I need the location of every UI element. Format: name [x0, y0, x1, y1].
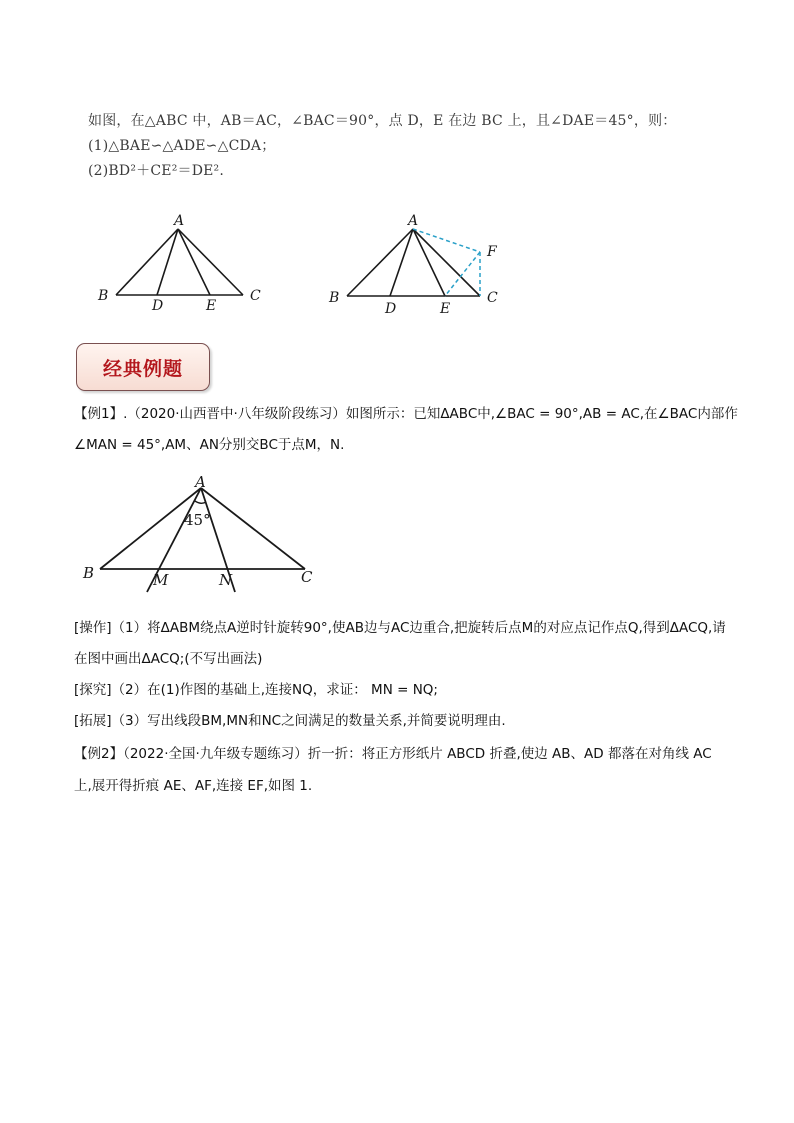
dashed-fe	[445, 252, 480, 296]
angle-label: 45°	[184, 511, 211, 529]
example1-line-1: 【例1】.（2020·山西晋中·八年级阶段练习）如图所示：已知ΔABC中,∠BAC = 90°,AB = AC,在∠BAC内部作	[74, 406, 738, 422]
intro-line-2: (1)△BAE∽△ADE∽△CDA；	[88, 138, 276, 154]
figure-2	[325, 208, 515, 320]
example1-operation-line-1: [操作]（1）将ΔABM绕点A逆时针旋转90°,使AB边与AC边重合,把旋转后点M的对应点记作点Q,得到ΔACQ,请	[74, 620, 726, 636]
figure-2-svg	[325, 208, 515, 320]
label-c: C	[301, 568, 313, 586]
label-n: N	[219, 571, 233, 589]
example1-figure-svg	[80, 472, 320, 594]
segment-ae	[178, 229, 210, 295]
label-b: B	[329, 290, 340, 306]
label-d: D	[385, 301, 397, 317]
section-title-box	[76, 343, 210, 391]
example1-extend: [拓展]（3）写出线段BM,MN和NC之间满足的数量关系,并简要说明理由.	[74, 713, 506, 729]
example1-line-2: ∠MAN = 45°,AM、AN分别交BC于点M，N.	[74, 437, 345, 453]
label-b: B	[98, 288, 109, 304]
example1-operation-line-2: 在图中画出ΔACQ;(不写出画法)	[74, 651, 263, 667]
segment-ab	[116, 229, 178, 295]
segment-ac	[178, 229, 243, 295]
label-a: A	[174, 213, 185, 229]
intro-line-1: 如图，在△ABC 中，AB＝AC，∠BAC＝90°，点 D，E 在边 BC 上，且∠DAE＝45°，则：	[88, 113, 677, 129]
figure-1-svg	[90, 205, 270, 315]
label-a: A	[195, 473, 206, 491]
segment-ac	[201, 488, 305, 569]
segment-ab	[347, 229, 413, 296]
label-f: F	[487, 244, 497, 260]
example1-figure	[80, 472, 320, 594]
example2-line-2: 上,展开得折痕 AE、AF,连接 EF,如图 1.	[74, 778, 313, 794]
label-c: C	[250, 288, 261, 304]
label-e: E	[440, 301, 451, 317]
label-c: C	[487, 290, 498, 306]
example2-line-1: 【例2】（2022·全国·九年级专题练习）折一折：将正方形纸片 ABCD 折叠,使边 AB、AD 都落在对角线 AC	[74, 746, 712, 762]
section-title: 经典例题	[102, 357, 183, 380]
intro-line-3: (2)BD²＋CE²＝DE².	[88, 163, 225, 179]
segment-ad	[157, 229, 178, 295]
segment-ad	[390, 229, 413, 296]
label-b: B	[83, 564, 95, 582]
segment-ac	[413, 229, 480, 296]
label-e: E	[206, 298, 217, 314]
label-d: D	[152, 298, 164, 314]
label-a: A	[408, 213, 419, 229]
figure-1	[90, 205, 270, 315]
angle-arc	[195, 501, 206, 503]
example1-explore: [探究]（2）在(1)作图的基础上,连接NQ，求证： MN = NQ;	[74, 682, 438, 698]
label-m: M	[153, 571, 169, 589]
